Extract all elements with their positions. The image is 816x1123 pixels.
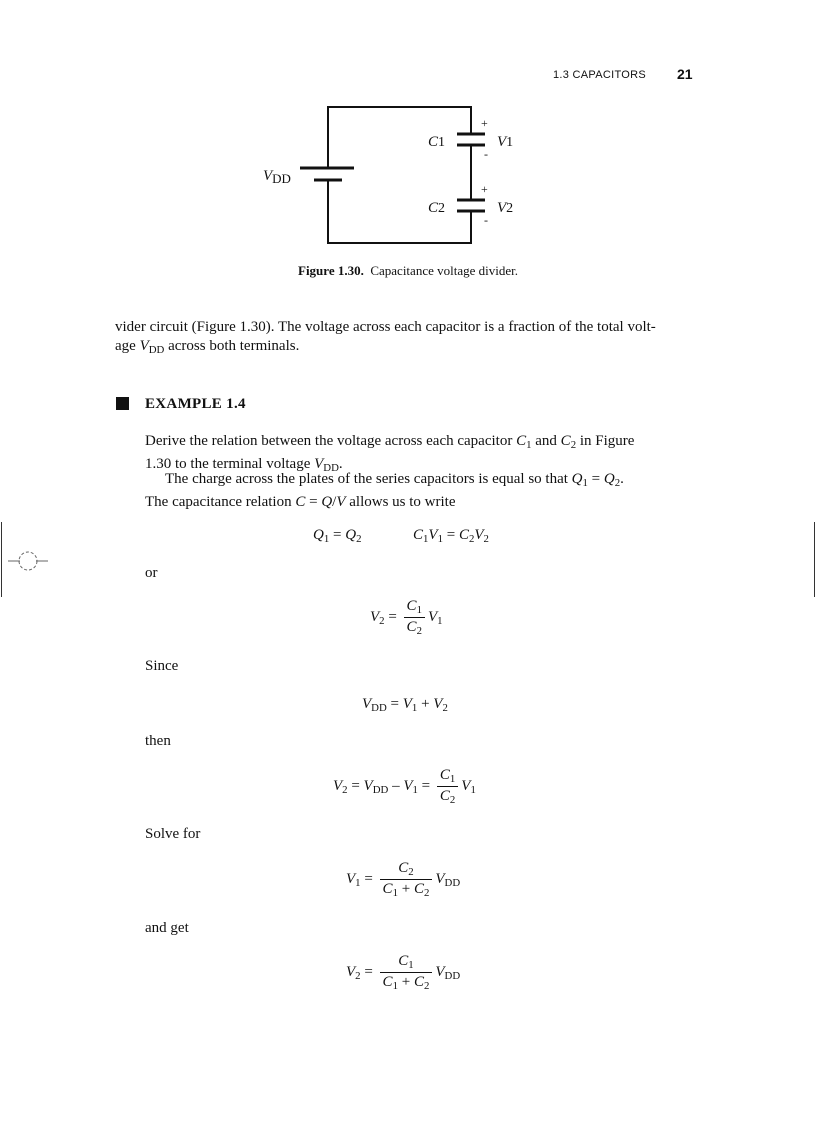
- plus-sign-1: +: [481, 116, 488, 130]
- intro-line-1: vider circuit (Figure 1.30). The voltage across each capacitor is a fraction of the total volt-: [115, 319, 656, 335]
- fraction-c1-over-c2: $\frac{C_1}{C_2}$: [437, 767, 458, 806]
- fraction-c1-over-c2: $\frac{C_1}{C_2}$: [404, 598, 425, 637]
- fraction-c2-over-sum: $\frac{C_2}{C_1 + C_2}$: [380, 860, 433, 899]
- svg-text:VDD: VDD: [263, 168, 291, 186]
- page-number: 21: [677, 66, 693, 82]
- word-since: Since: [145, 658, 179, 674]
- word-solve-for: Solve for: [145, 826, 201, 842]
- plus-sign-2: +: [481, 182, 488, 196]
- label-c2: C: [428, 200, 439, 216]
- running-header-section: 1.3 CAPACITORS: [553, 69, 647, 81]
- label-c1: C: [428, 134, 439, 150]
- intro-line-2: age $V_{DD}$ across both terminals.: [115, 338, 300, 357]
- label-v1: V: [497, 134, 507, 150]
- label-vdd: V: [263, 168, 273, 184]
- figure-caption: [0, 263, 816, 279]
- equation-v2-ratio: $V_2$ = $\frac{C_1}{C_2}$ $V_1$: [370, 598, 443, 638]
- example-title: EXAMPLE 1.4: [145, 396, 246, 412]
- registration-mark: [6, 549, 50, 573]
- example-problem: Derive the relation between the voltage across each capacitor $C_1$ and $C_2$ in Figure 1.30 to the terminal voltage $V_{DD}$.: [145, 433, 635, 475]
- fraction-c1-over-sum: $\frac{C_1}{C_1 + C_2}$: [380, 953, 433, 992]
- example-solution-intro: The charge across the plates of the series capacitors is equal so that $Q_1 = Q_2$. The capacitance relation C = Q/V allows us to write: [145, 471, 624, 511]
- example-marker: [116, 397, 129, 410]
- svg-text:V2: V2: [497, 200, 514, 216]
- word-then: then: [145, 733, 171, 749]
- equation-v1-solution: $V_1$ = $\frac{C_2}{C_1 + C_2}$ $V_{DD}$: [346, 860, 461, 900]
- label-v2: V: [497, 200, 507, 216]
- minus-sign-1: -: [484, 147, 488, 161]
- word-or: or: [145, 565, 158, 581]
- figure-caption-text: Capacitance voltage divider.: [370, 263, 518, 278]
- svg-text:C1: C1: [428, 134, 446, 150]
- crop-mark-left: [1, 522, 2, 597]
- minus-sign-2: -: [484, 213, 488, 227]
- intro-paragraph: [115, 318, 695, 360]
- circuit-diagram: [250, 100, 570, 255]
- svg-text:C2: C2: [428, 200, 446, 216]
- equation-vdd-sum: $V_{DD} = V_1 + V_2$: [362, 696, 448, 715]
- figure-caption-label: Figure 1.30.: [298, 263, 364, 278]
- word-and-get: and get: [145, 920, 189, 936]
- equation-v2-solution: $V_2$ = $\frac{C_1}{C_1 + C_2}$ $V_{DD}$: [346, 953, 461, 993]
- circuit-wires: [328, 107, 471, 243]
- equation-charge-equality: $Q_1 = Q_2$ $C_1V_1 = C_2V_2$: [313, 527, 489, 546]
- svg-text:V1: V1: [497, 134, 514, 150]
- equation-v2-difference: $V_2 = V_{DD} - V_1$ = $\frac{C_1}{C_2}$ $V_1$: [333, 767, 476, 807]
- crop-mark-right: [814, 522, 815, 597]
